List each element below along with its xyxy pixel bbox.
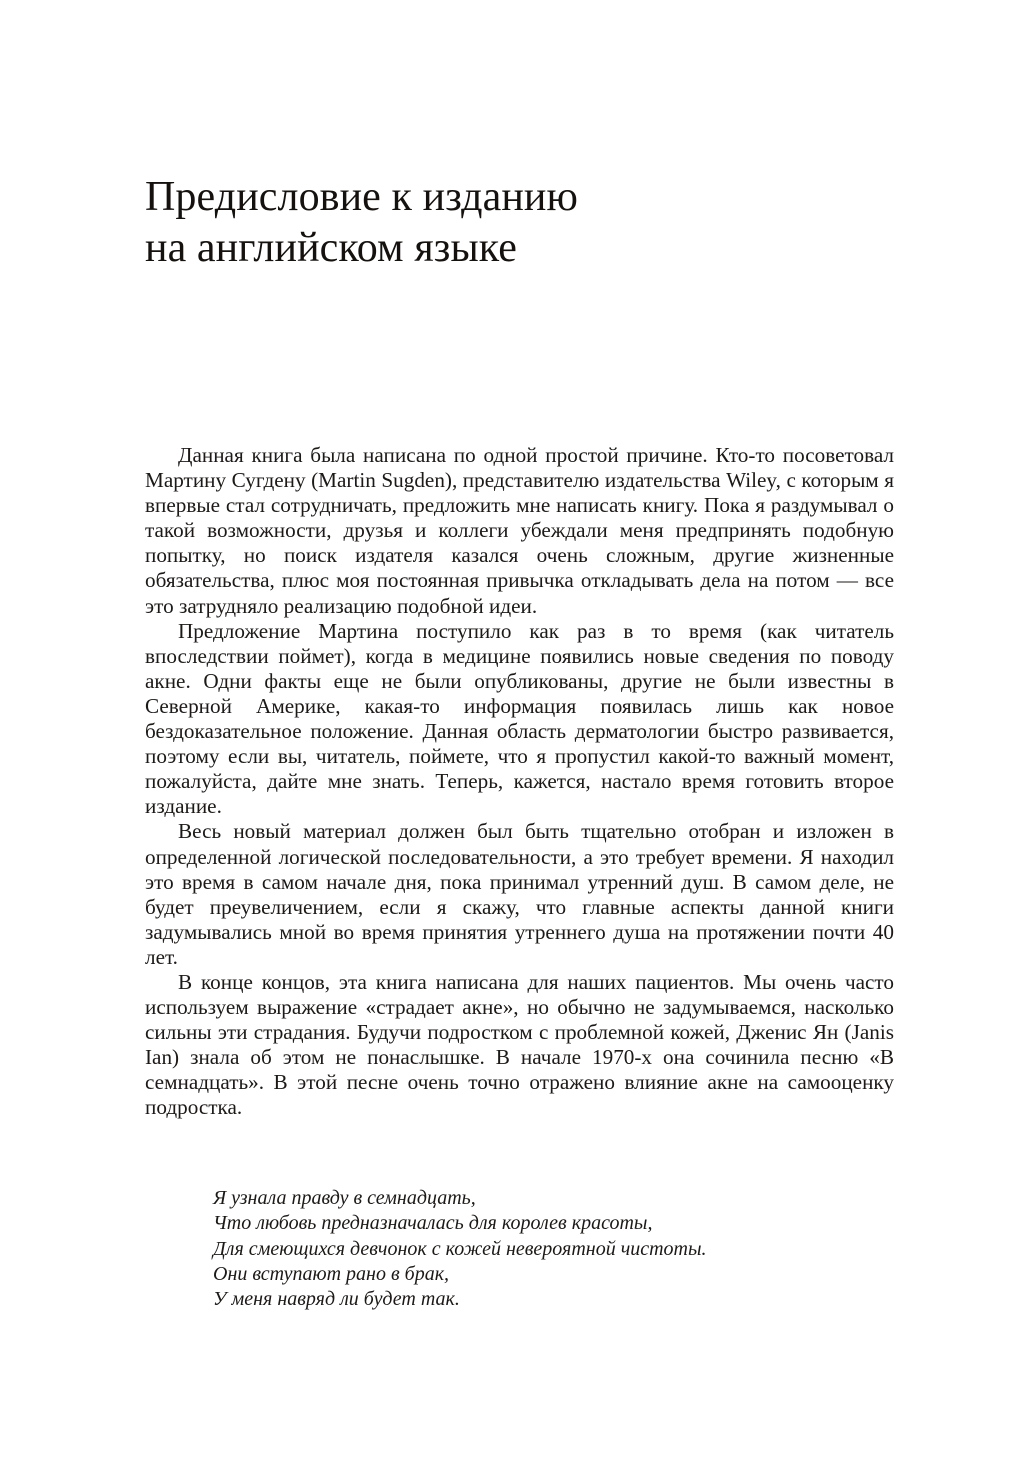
verse-line: Они вступают рано в брак,: [213, 1262, 450, 1285]
page-title-line-1: Предисловие к изданию: [145, 174, 578, 220]
verse-line: Я узнала правду в семнадцать,: [213, 1187, 476, 1209]
body-paragraph: Весь новый материал должен был быть тщательно отобран и изложен в определенной логической последовательности, а это требует времени. Я находил это время в самом начале дня, пока принимал утренний душ. В самом деле, не будет преувеличением, если я скажу, что главные аспекты данной книги задумывались мной во время принятия утреннего душа на протяжении почти 40 лет.: [145, 819, 894, 969]
body-text-column: [145, 443, 894, 1121]
verse-line: Что любовь предназначалась для королев красоты,: [213, 1212, 653, 1235]
verse-line: Для смеющихся девчонок с кожей невероятной чистоты.: [213, 1237, 707, 1260]
body-paragraph: В конце концов, эта книга написана для наших пациентов. Мы очень часто используем выражение «страдает акне», но обычно не задумываемся, насколько сильны эти страдания. Будучи подростком с проблемной кожей, Дженис Ян (Janis Ian) знала об этом не понаслышке. В начале 1970-х она сочинила песню «В семнадцать». В этой песне очень точно отражено влияние акне на самооценку подростка.: [145, 969, 894, 1120]
page-title-line-2: на английском языке: [145, 225, 517, 271]
body-paragraph: Данная книга была написана по одной простой причине. Кто-то посоветовал Мартину Сугдену (Martin Sugden), представителю издательства Wiley, с которым я впервые стал сотрудничать, предложить мне написать книгу. Пока я раздумывал о такой возможности, друзья и коллеги убеждали меня предпринять подобную попытку, но поиск издателя казался очень сложным, другие жизненные обязательства, плюс моя постоянная привычка откладывать дела на потом — все это затрудняло реализацию подобной идеи.: [145, 443, 894, 618]
body-paragraph: Предложение Мартина поступило как раз в то время (как читатель впоследствии поймет), когда в медицине появились новые сведения по поводу акне. Одни факты еще не были опубликованы, другие не были известны в Северной Америке, какая-то информация появилась лишь как новое бездоказательное положение. Данная область дерматологии быстро развивается, поэтому если вы, читатель, поймете, что я пропустил какой-то важный момент, пожалуйста, дайте мне знать. Теперь, кажется, настало время готовить второе издание.: [145, 618, 894, 819]
page-title: [145, 172, 905, 274]
verse-quotation: [213, 1186, 853, 1312]
verse-line: У меня навряд ли будет так.: [213, 1288, 460, 1311]
